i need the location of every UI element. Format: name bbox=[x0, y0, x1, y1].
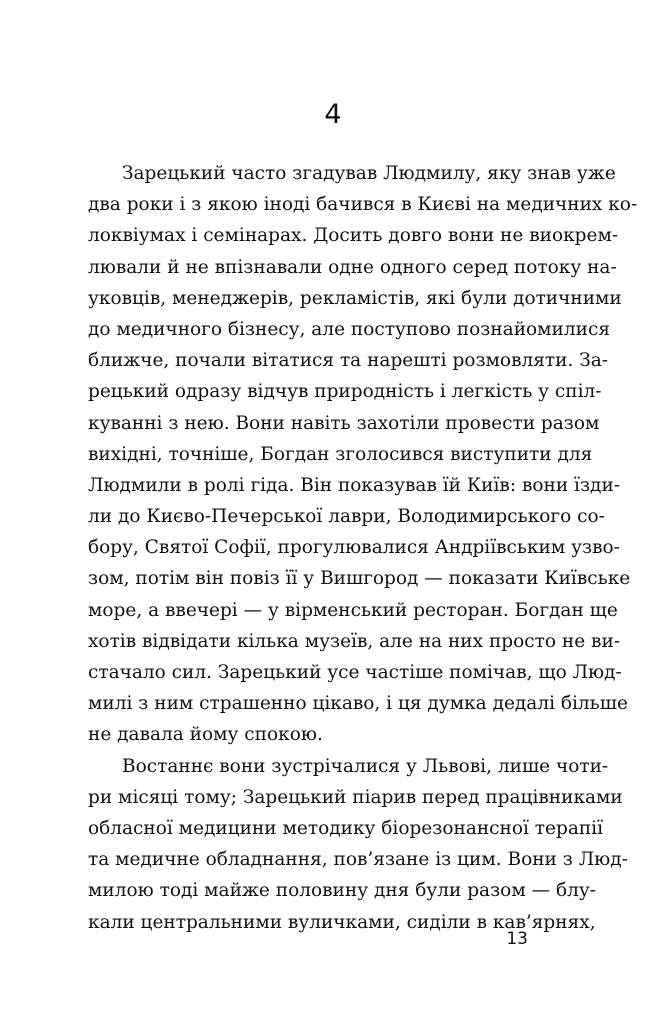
text-line: бору, Святої Софії, прогулювалися Андріївським узво- bbox=[88, 537, 620, 559]
body-text bbox=[88, 158, 638, 938]
text-line: кали центральними вуличками, сиділи в кав’ярнях, bbox=[88, 911, 596, 933]
text-line: Зарецький часто згадував Людмилу, яку знав уже bbox=[122, 163, 616, 184]
paragraph bbox=[88, 158, 638, 751]
text-line: вихідні, точніше, Богдан зголосився виступити для bbox=[88, 443, 593, 465]
page-number: 13 bbox=[506, 929, 528, 949]
text-line: Людмили в ролі гіда. Він показував їй Київ: вони їзди- bbox=[88, 474, 621, 496]
text-line: до медичного бізнесу, але поступово познайомилися bbox=[88, 318, 610, 340]
text-line: ближче, почали вітатися та нарешті розмовляти. За- bbox=[88, 350, 609, 372]
text-line: обласної медицини методику біорезонансної терапії bbox=[88, 817, 604, 839]
paragraph bbox=[88, 751, 628, 938]
text-line: уковців, менеджерів, рекламістів, які були дотичними bbox=[88, 287, 622, 309]
text-line: хотів відвідати кілька музеїв, але на них просто не ви- bbox=[88, 630, 621, 652]
text-line: ри місяці тому; Зарецький піарив перед працівниками bbox=[88, 786, 623, 808]
text-line: лювали й не впізнавали одне одного серед потоку на- bbox=[88, 256, 617, 278]
text-line: Востаннє вони зустрічалися у Львові, лише чоти- bbox=[122, 755, 609, 777]
text-line: ли до Києво-Печерської лаври, Володимирського со- bbox=[88, 506, 605, 528]
text-line: рецький одразу відчув природність і легкість у спіл- bbox=[88, 381, 602, 403]
text-line: два роки і з якою іноді бачився в Києві на медичних ко- bbox=[88, 194, 638, 216]
text-line: куванні з нею. Вони навіть захотіли провести разом bbox=[88, 412, 600, 434]
chapter-number: 4 bbox=[324, 99, 342, 130]
text-line: та медичне обладнання, пов’язане із цим. Вони з Люд- bbox=[88, 849, 628, 871]
text-line: милою тоді майже половину дня були разом — блу- bbox=[88, 880, 596, 902]
text-line: море, а ввечері — у вірменський ресторан. Богдан ще bbox=[88, 599, 618, 621]
text-line: локвіумах і семінарах. Досить довго вони не виокрем- bbox=[88, 225, 619, 247]
text-line: стачало сил. Зарецький усе частіше помічав, що Люд- bbox=[88, 662, 622, 683]
text-line: милі з ним страшенно цікаво, і ця думка дедалі більше bbox=[88, 693, 628, 715]
text-line: не давала йому спокою. bbox=[88, 724, 323, 746]
text-line: зом, потім він повіз її у Вишгород — показати Київське bbox=[88, 568, 631, 590]
